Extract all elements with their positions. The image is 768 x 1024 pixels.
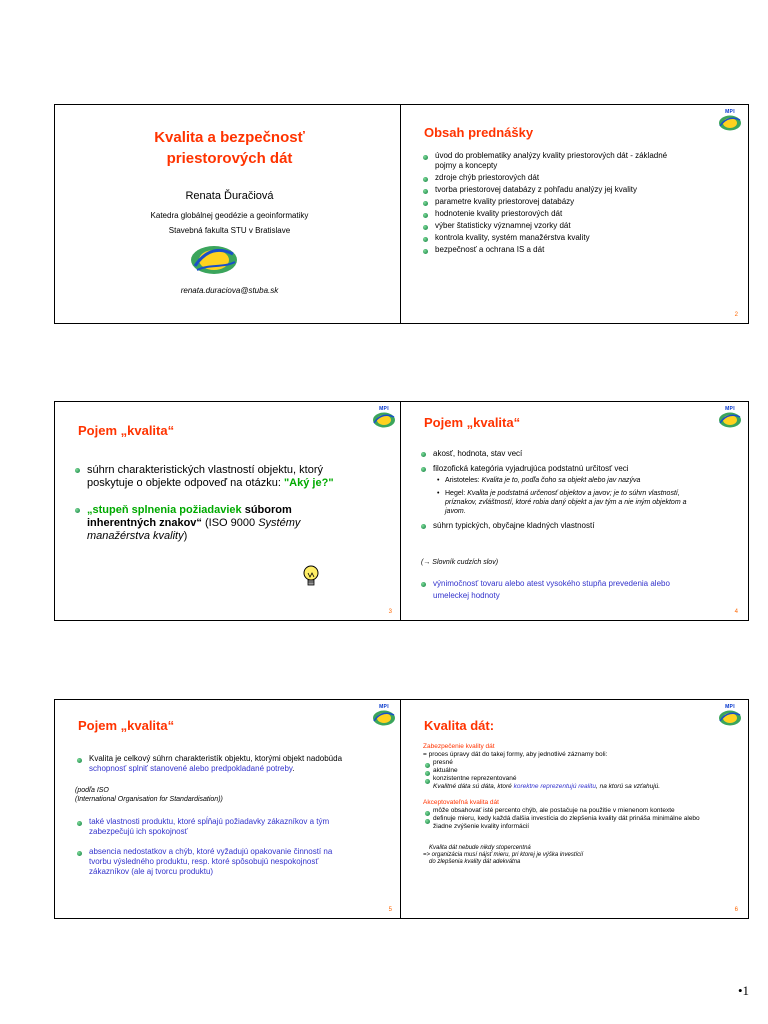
section-line: = proces úpravy dát do takej formy, aby jednotlivé záznamy boli:: [423, 751, 608, 758]
conclusion-line2: => organizácia musí nájsť mieru, pri ktorej je výška investícií: [423, 852, 584, 858]
page-number: •1: [738, 983, 750, 998]
list-item: definuje mieru, kedy každá ďalšia investícia do zlepšenia kvality dát prináša minimálne alebo žiadne zvýšenie kvality informácií: [423, 815, 708, 831]
meaning-list-2: [419, 578, 699, 602]
mpi-logo-label: MPI: [725, 109, 735, 115]
slide-title: Kvalita dát:: [424, 718, 495, 733]
list-item: úvod do problematiky analýzy kvality priestorových dát - základné pojmy a koncepty: [421, 151, 686, 171]
list-item: absencia nedostatkov a chýb, ktoré vyžadujú opakovanie činností na tvorbu výsledného produktu, resp. ktoré spôsobujú nespokojnosť zákazníkov (ale aj tvorcu produktu): [75, 847, 350, 877]
list-item: bezpečnosť a ochrana IS a dát: [421, 245, 686, 255]
slide-title-line1: Kvalita a bezpečnosť: [154, 129, 305, 146]
iso-reference-line2: (International Organisation for Standardisation)): [75, 796, 223, 803]
slide-2: [400, 104, 749, 324]
conclusion-line1: Kvalita dát nebude nikdy stopercentná: [429, 845, 531, 851]
list-item: tvorba priestorovej databázy z pohľadu analýzy jej kvality: [421, 185, 686, 195]
slide-title: Pojem „kvalita“: [424, 415, 521, 430]
sub-item-quote: Kvalita je podstatná určenosť objektov a javov; je to súhrn vlastností, príznakov, zvláštností, ktoré robia daný objekt a jav tým a nie iným objektom a javom.: [445, 490, 687, 515]
slide-number: 6: [734, 907, 738, 913]
list-item: výnimočnosť tovaru alebo atest vysokého stupňa prevedenia alebo umeleckej hodnoty: [419, 578, 699, 602]
sub-list: [435, 476, 699, 516]
list-item: zdroje chýb priestorových dát: [421, 173, 686, 183]
sub-item-quote: Kvalita je to, podľa čoho sa objekt alebo jav nazýva: [481, 477, 641, 484]
conclusion-line3: do zlepšenia kvality dát adekvátna: [429, 859, 521, 865]
iso-reference-line1: (podľa ISO: [75, 787, 109, 794]
definition-question: "Aký je?": [283, 477, 334, 489]
slide-title: Pojem „kvalita“: [78, 423, 175, 438]
slide-number: 4: [734, 609, 738, 615]
slide-1: [54, 104, 403, 324]
lightbulb-icon: [300, 564, 322, 590]
mpi-logo-label: MPI: [379, 704, 389, 710]
list-item: také vlastnosti produktu, ktoré spĺňajú požiadavky zákazníkov a tým zabezpečujú ich spokojnosť: [75, 817, 350, 837]
list-item: výber štatisticky významnej vzorky dát: [421, 221, 686, 231]
mpi-logo: [718, 407, 742, 429]
list-item: [73, 504, 353, 543]
faculty: Stavebná fakulta STU v Bratislave: [168, 226, 291, 235]
slide-number: 2: [734, 312, 738, 318]
mpi-logo: [718, 110, 742, 132]
definition-bold: súborom inherentných znakov“: [87, 504, 292, 529]
section-heading: Zabezpečenie kvality dát: [423, 743, 495, 750]
globe-logo-icon: [718, 411, 742, 429]
list-item: akosť, hodnota, stav vecí: [419, 448, 699, 459]
list-item: môže obsahovať isté percento chýb, ale postačuje na použitie v mienenom kontexte: [423, 807, 708, 815]
list-item: aktuálne: [423, 767, 708, 775]
definition-list: [75, 754, 350, 774]
mpi-logo: [372, 705, 396, 727]
quality-note-b: , na ktorú sa vzťahujú.: [595, 783, 661, 790]
slide-title: Pojem „kvalita“: [78, 718, 175, 733]
sub-list-item: [435, 476, 699, 485]
list-item: konzistentne reprezentované: [423, 775, 708, 783]
definition-end: .: [292, 764, 295, 773]
sub-item-author: Aristoteles:: [445, 477, 480, 484]
slide-5: [54, 699, 403, 919]
meaning-list: [419, 448, 699, 531]
globe-logo-icon: [718, 114, 742, 132]
reference-note: (→ Slovník cudzích slov): [421, 559, 499, 566]
quality-body: [423, 743, 708, 866]
list-item: presné: [423, 759, 708, 767]
globe-logo-icon: [372, 709, 396, 727]
list-item: [75, 754, 350, 774]
quality-list: [423, 759, 708, 783]
definition-green: „stupeň splnenia požiadaviek: [87, 504, 242, 516]
agenda-list: [421, 151, 686, 257]
definition-list: [73, 464, 353, 543]
author-name: Renata Ďuračiová: [185, 190, 274, 202]
slide-number: 5: [388, 907, 392, 913]
mpi-logo: [718, 705, 742, 727]
acceptable-list: [423, 807, 708, 831]
section-heading: Akceptovateľná kvalita dát: [423, 799, 499, 806]
globe-logo-icon: [372, 411, 396, 429]
sub-item-author: Hegel:: [445, 490, 466, 497]
definition-end: ): [183, 530, 188, 542]
iso-reference: [75, 786, 223, 804]
slide-6: [400, 699, 749, 919]
mpi-logo: [372, 407, 396, 429]
sub-list-item: [435, 489, 699, 516]
mpi-logo-label: MPI: [725, 406, 735, 412]
list-item-text: filozofická kategória vyjadrujúca podstatnú určitosť veci: [433, 464, 629, 473]
quality-note: [423, 783, 708, 791]
globe-logo-icon: [718, 709, 742, 727]
mpi-logo-label: MPI: [379, 406, 389, 412]
quality-note-blue: korektne reprezentujú realitu: [513, 783, 596, 790]
slide-4: [400, 401, 749, 621]
slide-title: Obsah prednášky: [424, 125, 534, 140]
definition-text: súhrn charakteristických vlastností objektu, ktorý poskytuje o objekte odpoveď na otázku:: [87, 464, 323, 489]
list-item: [73, 464, 353, 490]
list-item: hodnotenie kvality priestorových dát: [421, 209, 686, 219]
slide-number: 3: [388, 609, 392, 615]
definition-norm: (ISO 9000: [204, 517, 256, 529]
email-address: renata.duraciova@stuba.sk: [180, 286, 279, 295]
list-item: súhrn typických, obyčajne kladných vlastností: [419, 520, 699, 531]
mpi-logo-label: MPI: [725, 704, 735, 710]
globe-logo-icon: [189, 242, 239, 278]
department: Katedra globálnej geodézie a geoinformatiky: [150, 211, 309, 220]
slide-3: [54, 401, 403, 621]
definition-ital: Systémy manažérstva kvality: [87, 517, 301, 542]
list-item: parametre kvality priestorovej databázy: [421, 197, 686, 207]
conclusion: [423, 845, 708, 866]
list-item: [419, 463, 699, 516]
quality-note-a: Kvalitné dáta sú dáta, ktoré: [433, 783, 512, 790]
list-item: kontrola kvality, systém manažérstva kvality: [421, 233, 686, 243]
definition-text: Kvalita je celkový súhrn charakteristík objektu, ktorými objekt nadobúda: [89, 754, 343, 763]
definition-blue: schopnosť splniť stanovené alebo predpokladané potreby: [89, 764, 293, 773]
slide-title-line2: priestorových dát: [166, 150, 293, 167]
definition-list-2: [75, 817, 350, 877]
